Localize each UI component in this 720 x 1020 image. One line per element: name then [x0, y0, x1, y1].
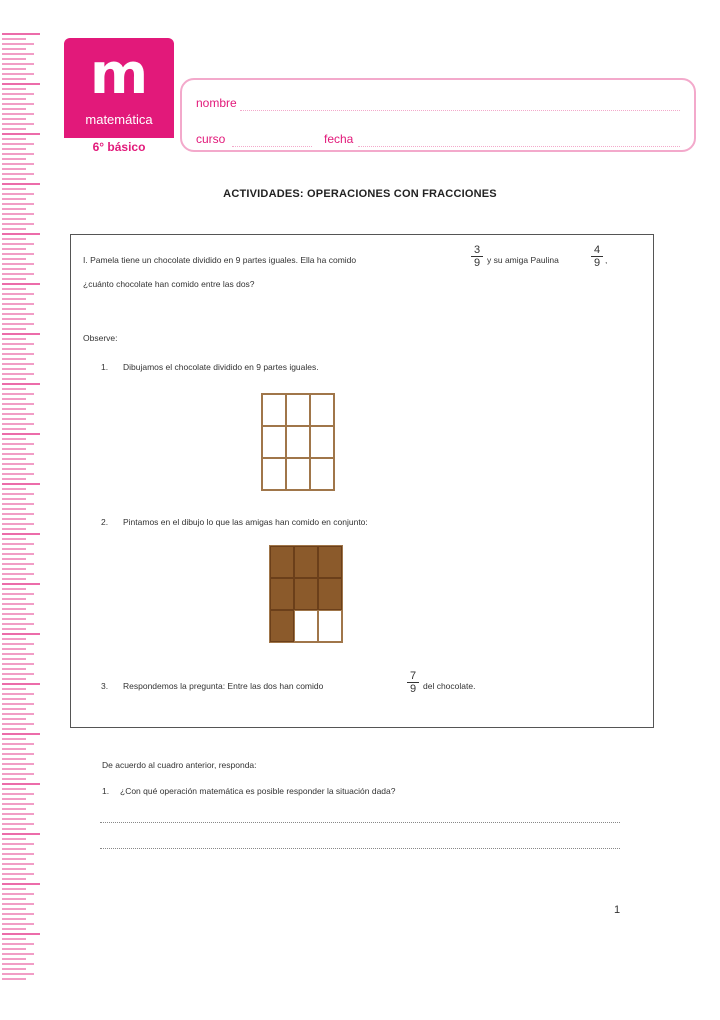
grid2-cell-3 [270, 578, 294, 610]
logo-grade: 6° básico [92, 140, 146, 154]
fraction-pamela: 3 9 [471, 245, 483, 268]
step2-number: 2. [101, 517, 109, 527]
question1-text: ¿Con qué operación matemática es posible responder la situación dada? [120, 786, 396, 796]
problem-text-c: , [605, 255, 608, 265]
grid2-cell-4 [294, 578, 318, 610]
question1-number: 1. [102, 786, 110, 796]
decorative-ruler [0, 30, 46, 980]
problem-question: ¿cuánto chocolate han comido entre las dos? [83, 279, 255, 289]
chocolate-grid-painted [269, 545, 343, 643]
step3-text-b: del chocolate. [423, 681, 476, 691]
chocolate-grid-empty [261, 393, 335, 491]
grid2-cell-8 [318, 610, 342, 642]
observe-label: Observe: [83, 333, 118, 343]
step3-number: 3. [101, 681, 109, 691]
grid1-cell-6 [262, 458, 286, 490]
step1-number: 1. [101, 362, 109, 372]
grid1-cell-7 [286, 458, 310, 490]
grid1-cell-4 [286, 426, 310, 458]
fraction-total: 7 9 [407, 671, 419, 694]
logo-letter: m [89, 42, 149, 107]
step3-text-a: Respondemos la pregunta: Entre las dos han comido [123, 681, 324, 691]
grid2-cell-7 [294, 610, 318, 642]
date-label: fecha [324, 132, 354, 146]
grid1-cell-1 [286, 394, 310, 426]
grid1-cell-3 [262, 426, 286, 458]
grid1-cell-5 [310, 426, 334, 458]
answer-line-1[interactable] [100, 822, 620, 823]
grid2-cell-1 [294, 546, 318, 578]
step1-text: Dibujamos el chocolate dividido en 9 partes iguales. [123, 362, 319, 372]
name-field[interactable] [240, 110, 680, 111]
grid2-cell-5 [318, 578, 342, 610]
brand-logo [64, 38, 174, 158]
grid1-cell-0 [262, 394, 286, 426]
course-field[interactable] [232, 146, 312, 147]
grid2-cell-2 [318, 546, 342, 578]
grid2-cell-0 [270, 546, 294, 578]
activity-box [70, 234, 654, 728]
page-title: ACTIVIDADES: OPERACIONES CON FRACCIONES [223, 188, 497, 200]
course-label: curso [196, 132, 226, 146]
grid1-cell-2 [310, 394, 334, 426]
problem-text-b: y su amiga Paulina [487, 255, 559, 265]
page-number: 1 [614, 904, 621, 916]
fraction-paulina: 4 9 [591, 245, 603, 268]
step2-text: Pintamos en el dibujo lo que las amigas han comido en conjunto: [123, 517, 368, 527]
questions-intro: De acuerdo al cuadro anterior, responda: [102, 760, 257, 770]
grid1-cell-8 [310, 458, 334, 490]
problem-text-a: I. Pamela tiene un chocolate dividido en 9 partes iguales. Ella ha comido [83, 255, 357, 265]
name-label: nombre [196, 96, 237, 110]
answer-line-2[interactable] [100, 848, 620, 849]
date-field[interactable] [358, 146, 680, 147]
student-info-box [180, 78, 696, 152]
grid2-cell-6 [270, 610, 294, 642]
logo-subject: matemática [85, 112, 153, 127]
